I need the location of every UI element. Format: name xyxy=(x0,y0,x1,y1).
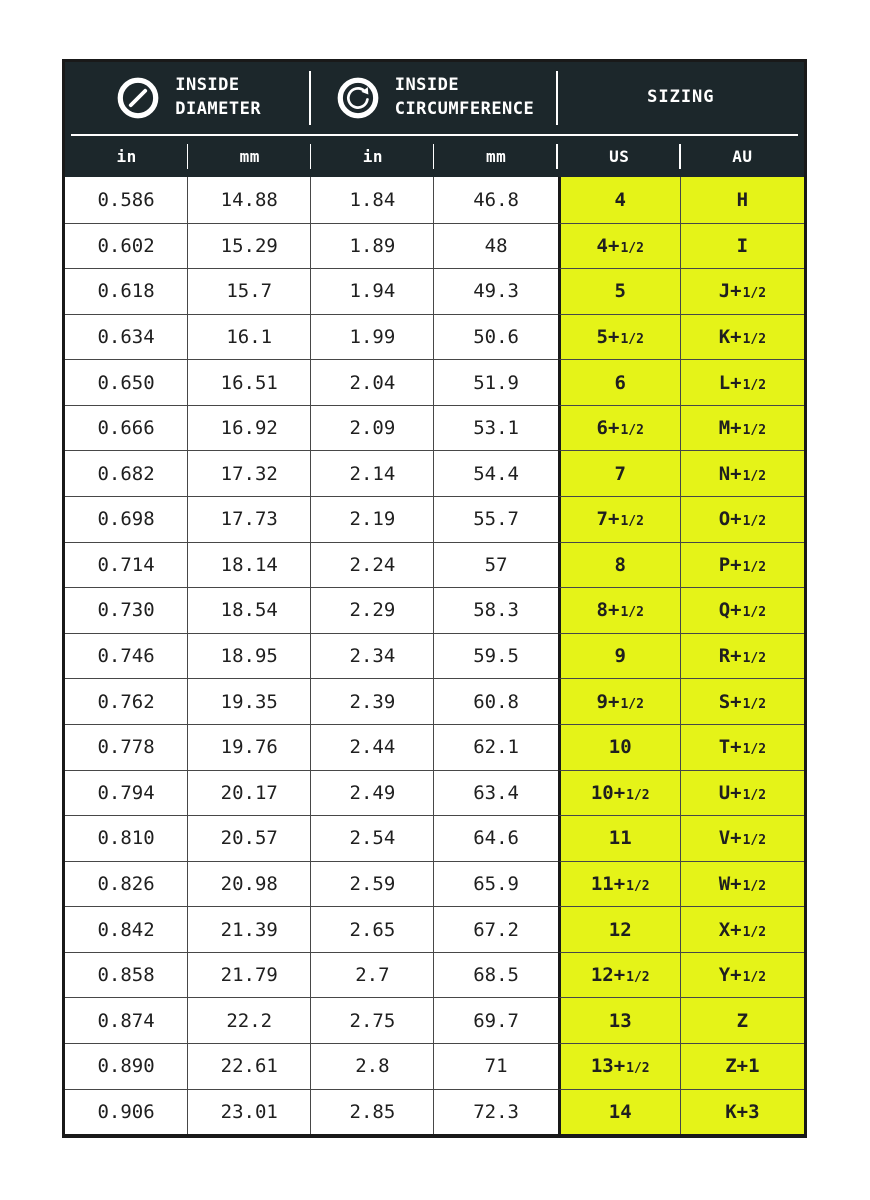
table-row xyxy=(65,678,804,724)
size-fraction: 1/2 xyxy=(742,696,767,712)
cell-diameter-in: 0.906 xyxy=(65,1089,188,1135)
cell-size-us: 13+1/2 xyxy=(558,1043,681,1089)
size-fraction: 1/2 xyxy=(620,240,644,256)
cell-diameter-mm: 16.1 xyxy=(188,314,311,360)
column-header-us: US xyxy=(558,136,681,177)
cell-diameter-in: 0.826 xyxy=(65,861,188,907)
cell-circumference-in: 2.24 xyxy=(311,542,434,588)
table-row xyxy=(65,770,804,816)
size-fraction: 1/2 xyxy=(626,878,650,894)
cell-size-au: K+3 xyxy=(681,1089,804,1135)
cell-size-au: V+1/2 xyxy=(681,815,804,861)
size-fraction: 1/2 xyxy=(742,377,767,393)
column-header-diameter-in: in xyxy=(65,136,188,177)
table-row xyxy=(65,405,804,451)
cell-circumference-mm: 67.2 xyxy=(434,906,557,952)
header-inside-diameter xyxy=(65,62,311,134)
table-row xyxy=(65,1089,804,1135)
cell-circumference-mm: 57 xyxy=(434,542,557,588)
cell-diameter-in: 0.730 xyxy=(65,587,188,633)
cell-size-us: 8+1/2 xyxy=(558,587,681,633)
table-row xyxy=(65,268,804,314)
cell-size-us: 6+1/2 xyxy=(558,405,681,451)
cell-size-au: P+1/2 xyxy=(681,542,804,588)
size-fraction: 1/2 xyxy=(620,605,644,621)
cell-circumference-mm: 55.7 xyxy=(434,496,557,542)
cell-diameter-mm: 20.17 xyxy=(188,770,311,816)
size-fraction: 1/2 xyxy=(626,970,650,986)
cell-circumference-mm: 59.5 xyxy=(434,633,557,679)
table-row xyxy=(65,177,804,223)
cell-circumference-in: 2.14 xyxy=(311,450,434,496)
cell-circumference-in: 2.44 xyxy=(311,724,434,770)
cell-diameter-mm: 17.73 xyxy=(188,496,311,542)
size-fraction: 1/2 xyxy=(620,514,644,530)
cell-circumference-in: 1.89 xyxy=(311,223,434,269)
cell-diameter-in: 0.858 xyxy=(65,952,188,998)
size-fraction: 1/2 xyxy=(742,286,767,302)
size-fraction: 1/2 xyxy=(742,651,767,667)
cell-size-us: 7+1/2 xyxy=(558,496,681,542)
cell-diameter-in: 0.682 xyxy=(65,450,188,496)
size-fraction: 1/2 xyxy=(626,1061,650,1077)
cell-circumference-mm: 62.1 xyxy=(434,724,557,770)
cell-diameter-in: 0.794 xyxy=(65,770,188,816)
cell-diameter-mm: 19.35 xyxy=(188,678,311,724)
cell-circumference-mm: 64.6 xyxy=(434,815,557,861)
cell-diameter-mm: 22.2 xyxy=(188,997,311,1043)
cell-diameter-mm: 18.95 xyxy=(188,633,311,679)
cell-size-au: M+1/2 xyxy=(681,405,804,451)
column-header-circumference-mm: mm xyxy=(434,136,557,177)
cell-circumference-mm: 63.4 xyxy=(434,770,557,816)
header-inside-circumference xyxy=(311,62,557,134)
table-row xyxy=(65,542,804,588)
cell-size-au: I xyxy=(681,223,804,269)
table-body xyxy=(65,177,804,1134)
cell-circumference-in: 2.75 xyxy=(311,997,434,1043)
size-fraction: 1/2 xyxy=(742,332,767,348)
cell-diameter-in: 0.650 xyxy=(65,359,188,405)
cell-diameter-in: 0.618 xyxy=(65,268,188,314)
cell-diameter-in: 0.762 xyxy=(65,678,188,724)
size-fraction: 1/2 xyxy=(742,559,767,575)
cell-circumference-mm: 54.4 xyxy=(434,450,557,496)
cell-circumference-mm: 48 xyxy=(434,223,557,269)
cell-diameter-in: 0.890 xyxy=(65,1043,188,1089)
table-row xyxy=(65,906,804,952)
header-groups xyxy=(65,62,804,134)
cell-circumference-mm: 72.3 xyxy=(434,1089,557,1135)
cell-diameter-mm: 21.79 xyxy=(188,952,311,998)
cell-diameter-in: 0.778 xyxy=(65,724,188,770)
cell-circumference-in: 2.85 xyxy=(311,1089,434,1135)
cell-circumference-in: 2.04 xyxy=(311,359,434,405)
size-fraction: 1/2 xyxy=(626,787,650,803)
cell-circumference-mm: 69.7 xyxy=(434,997,557,1043)
cell-size-us: 12+1/2 xyxy=(558,952,681,998)
cell-size-us: 7 xyxy=(558,450,681,496)
cell-diameter-mm: 16.51 xyxy=(188,359,311,405)
cell-size-au: S+1/2 xyxy=(681,678,804,724)
cell-circumference-mm: 53.1 xyxy=(434,405,557,451)
cell-size-us: 8 xyxy=(558,542,681,588)
size-fraction: 1/2 xyxy=(620,332,644,348)
cell-diameter-mm: 19.76 xyxy=(188,724,311,770)
column-header-circumference-in: in xyxy=(311,136,434,177)
cell-diameter-mm: 15.7 xyxy=(188,268,311,314)
cell-circumference-in: 2.29 xyxy=(311,587,434,633)
diameter-icon xyxy=(115,75,161,121)
cell-diameter-mm: 20.98 xyxy=(188,861,311,907)
cell-size-au: U+1/2 xyxy=(681,770,804,816)
table-row xyxy=(65,815,804,861)
cell-circumference-mm: 60.8 xyxy=(434,678,557,724)
cell-diameter-mm: 21.39 xyxy=(188,906,311,952)
cell-diameter-mm: 16.92 xyxy=(188,405,311,451)
header-sizing xyxy=(558,62,804,134)
cell-circumference-mm: 46.8 xyxy=(434,177,557,223)
cell-circumference-mm: 50.6 xyxy=(434,314,557,360)
cell-circumference-in: 2.19 xyxy=(311,496,434,542)
table-row xyxy=(65,997,804,1043)
cell-circumference-in: 2.09 xyxy=(311,405,434,451)
cell-circumference-mm: 49.3 xyxy=(434,268,557,314)
cell-size-au: Q+1/2 xyxy=(681,587,804,633)
cell-diameter-in: 0.666 xyxy=(65,405,188,451)
column-headers xyxy=(65,136,804,177)
cell-circumference-in: 1.94 xyxy=(311,268,434,314)
cell-size-us: 9+1/2 xyxy=(558,678,681,724)
cell-size-au: H xyxy=(681,177,804,223)
circumference-icon xyxy=(335,75,381,121)
table-row xyxy=(65,223,804,269)
cell-circumference-mm: 65.9 xyxy=(434,861,557,907)
table-header xyxy=(65,62,804,177)
cell-circumference-in: 2.59 xyxy=(311,861,434,907)
cell-diameter-in: 0.842 xyxy=(65,906,188,952)
cell-size-us: 5+1/2 xyxy=(558,314,681,360)
cell-circumference-in: 2.49 xyxy=(311,770,434,816)
cell-diameter-in: 0.602 xyxy=(65,223,188,269)
cell-diameter-in: 0.634 xyxy=(65,314,188,360)
cell-size-au: R+1/2 xyxy=(681,633,804,679)
cell-circumference-in: 2.34 xyxy=(311,633,434,679)
table-row xyxy=(65,587,804,633)
cell-size-us: 13 xyxy=(558,997,681,1043)
size-fraction: 1/2 xyxy=(742,742,767,758)
cell-circumference-in: 2.7 xyxy=(311,952,434,998)
cell-size-us: 4+1/2 xyxy=(558,223,681,269)
table-row xyxy=(65,633,804,679)
size-fraction: 1/2 xyxy=(620,423,644,439)
cell-size-us: 10 xyxy=(558,724,681,770)
size-fraction: 1/2 xyxy=(742,605,767,621)
cell-diameter-mm: 22.61 xyxy=(188,1043,311,1089)
cell-size-au: T+1/2 xyxy=(681,724,804,770)
cell-circumference-in: 1.99 xyxy=(311,314,434,360)
table-row xyxy=(65,314,804,360)
cell-diameter-mm: 20.57 xyxy=(188,815,311,861)
cell-circumference-in: 2.39 xyxy=(311,678,434,724)
size-fraction: 1/2 xyxy=(742,423,767,439)
cell-diameter-in: 0.746 xyxy=(65,633,188,679)
cell-size-au: L+1/2 xyxy=(681,359,804,405)
cell-diameter-in: 0.698 xyxy=(65,496,188,542)
cell-diameter-mm: 18.54 xyxy=(188,587,311,633)
cell-size-au: X+1/2 xyxy=(681,906,804,952)
cell-size-au: K+1/2 xyxy=(681,314,804,360)
cell-size-au: Z+1 xyxy=(681,1043,804,1089)
cell-size-au: J+1/2 xyxy=(681,268,804,314)
cell-size-au: N+1/2 xyxy=(681,450,804,496)
table-row xyxy=(65,861,804,907)
cell-size-us: 10+1/2 xyxy=(558,770,681,816)
size-fraction: 1/2 xyxy=(742,833,767,849)
cell-circumference-in: 2.65 xyxy=(311,906,434,952)
table-row xyxy=(65,724,804,770)
column-header-diameter-mm: mm xyxy=(188,136,311,177)
size-fraction: 1/2 xyxy=(742,878,767,894)
table-row xyxy=(65,359,804,405)
header-label: SIZING xyxy=(647,87,715,108)
cell-size-au: W+1/2 xyxy=(681,861,804,907)
cell-size-us: 4 xyxy=(558,177,681,223)
cell-circumference-in: 2.54 xyxy=(311,815,434,861)
cell-size-au: Y+1/2 xyxy=(681,952,804,998)
cell-circumference-mm: 51.9 xyxy=(434,359,557,405)
table-row xyxy=(65,1043,804,1089)
cell-circumference-in: 2.8 xyxy=(311,1043,434,1089)
size-fraction: 1/2 xyxy=(620,696,644,712)
cell-size-us: 9 xyxy=(558,633,681,679)
cell-diameter-in: 0.714 xyxy=(65,542,188,588)
size-fraction: 1/2 xyxy=(742,924,767,940)
cell-diameter-in: 0.586 xyxy=(65,177,188,223)
cell-diameter-in: 0.874 xyxy=(65,997,188,1043)
size-fraction: 1/2 xyxy=(742,970,767,986)
cell-diameter-mm: 14.88 xyxy=(188,177,311,223)
cell-circumference-mm: 71 xyxy=(434,1043,557,1089)
cell-diameter-mm: 15.29 xyxy=(188,223,311,269)
cell-diameter-mm: 23.01 xyxy=(188,1089,311,1135)
size-fraction: 1/2 xyxy=(742,468,767,484)
header-label: INSIDE DIAMETER xyxy=(175,75,262,119)
cell-size-us: 11 xyxy=(558,815,681,861)
cell-size-us: 12 xyxy=(558,906,681,952)
size-fraction: 1/2 xyxy=(742,787,767,803)
cell-size-us: 11+1/2 xyxy=(558,861,681,907)
cell-diameter-mm: 18.14 xyxy=(188,542,311,588)
cell-size-au: O+1/2 xyxy=(681,496,804,542)
cell-diameter-in: 0.810 xyxy=(65,815,188,861)
cell-size-us: 5 xyxy=(558,268,681,314)
cell-circumference-in: 1.84 xyxy=(311,177,434,223)
header-label: INSIDE CIRCUMFERENCE xyxy=(394,75,535,119)
table-row xyxy=(65,952,804,998)
table-row xyxy=(65,450,804,496)
size-fraction: 1/2 xyxy=(742,514,767,530)
cell-circumference-mm: 58.3 xyxy=(434,587,557,633)
ring-size-chart xyxy=(62,59,807,1138)
cell-circumference-mm: 68.5 xyxy=(434,952,557,998)
cell-diameter-mm: 17.32 xyxy=(188,450,311,496)
table-row xyxy=(65,496,804,542)
cell-size-au: Z xyxy=(681,997,804,1043)
column-header-au: AU xyxy=(732,147,753,166)
cell-size-us: 14 xyxy=(558,1089,681,1135)
cell-size-us: 6 xyxy=(558,359,681,405)
